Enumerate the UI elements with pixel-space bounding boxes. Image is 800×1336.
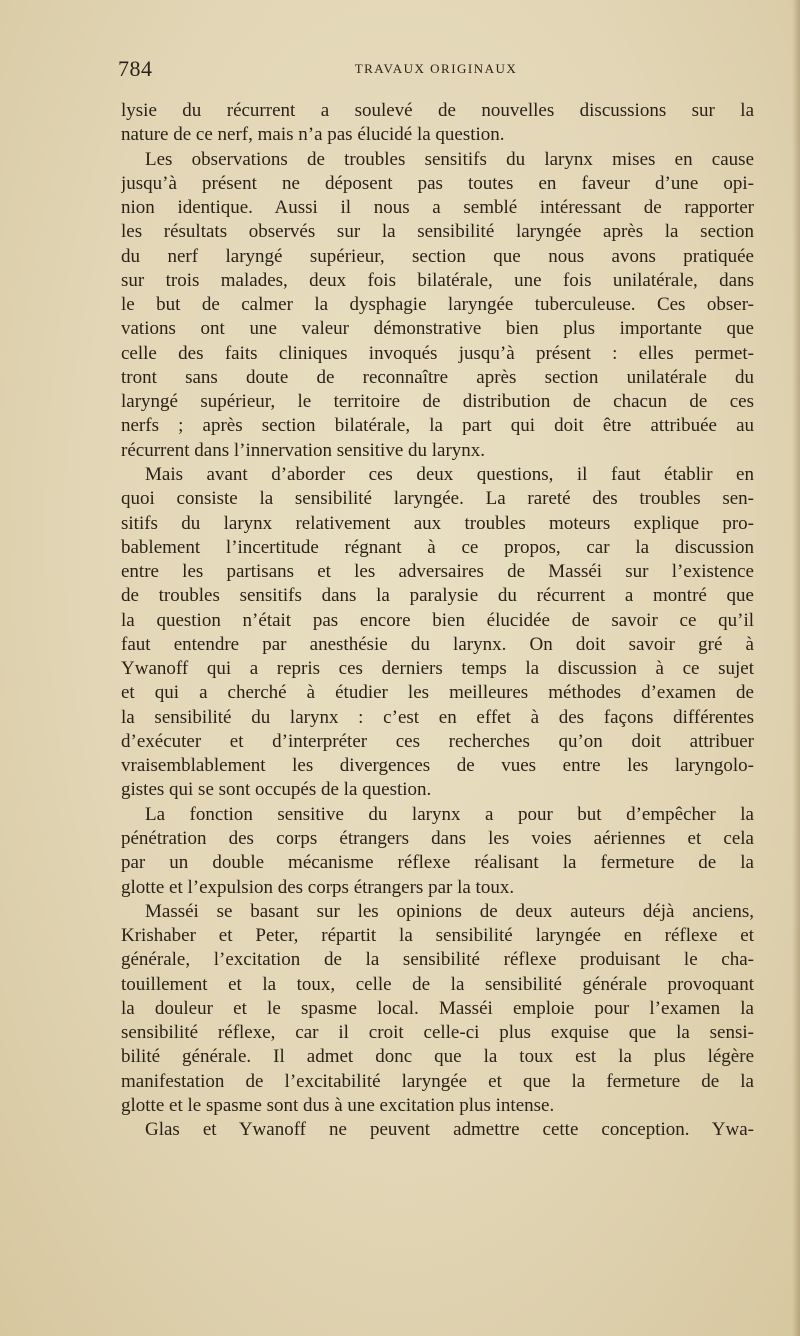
text-line: la question n’était pas encore bien élucidée de savoir ce qu’il [121,609,754,631]
page-header [118,56,754,86]
text-line: glotte et le spasme sont dus à une excitation plus intense. [121,1094,555,1116]
text-line: vraisemblablement les divergences de vues entre les laryngolo- [121,755,754,777]
text-line: la douleur et le spasme local. Masséi emploie pour l’examen la [121,997,754,1019]
text-line: manifestation de l’excitabilité laryngée et que la fermeture de la [121,1070,754,1092]
text-line: celle des faits cliniques invoqués jusqu’à présent : elles permet- [121,342,754,364]
text-line: Masséi se basant sur les opinions de deux auteurs déjà anciens, [145,900,754,922]
text-line: vations ont une valeur démonstrative bien plus importante que [121,318,754,340]
text-line: nion identique. Aussi il nous a semblé intéressant de rapporter [121,197,754,219]
text-line: du nerf laryngé supérieur, section que nous avons pratiquée [121,245,754,267]
text-line: gistes qui se sont occupés de la question. [121,779,432,801]
text-line: bilité générale. Il admet donc que la toux est la plus légère [121,1046,754,1068]
text-line: récurrent dans l’innervation sensitive du larynx. [121,439,486,461]
text-line: Mais avant d’aborder ces deux questions, il faut établir en [145,463,754,485]
text-line: touillement et la toux, celle de la sensibilité générale provoquant [121,973,754,995]
text-line: faut entendre par anesthésie du larynx. On doit savoir gré à [121,633,754,655]
text-line: la sensibilité du larynx : c’est en effet à des façons différentes [121,706,754,728]
text-line: nerfs ; après section bilatérale, la part qui doit être attribuée au [121,415,754,437]
text-line: laryngé supérieur, le territoire de distribution de chacun de ces [121,391,754,413]
body-text [121,99,754,1142]
text-line: entre les partisans et les adversaires de Masséi sur l’existence [121,561,754,583]
text-line: La fonction sensitive du larynx a pour but d’empêcher la [145,803,754,825]
running-head: TRAVAUX ORIGINAUX [354,61,518,76]
text-line: sur trois malades, deux fois bilatérale, une fois unilatérale, dans [121,269,754,291]
page-number: 784 [118,56,153,81]
text-line: sensibilité réflexe, car il croit celle-ci plus exquise que la sensi- [121,1022,754,1044]
text-line: par un double mécanisme réflexe réalisant la fermeture de la [121,852,754,874]
text-line: le but de calmer la dysphagie laryngée tuberculeuse. Ces obser- [121,294,754,316]
text-line: Krishaber et Peter, répartit la sensibilité laryngée en réflexe et [121,925,754,947]
text-line: tront sans doute de reconnaître après section unilatérale du [121,366,754,388]
text-line: sitifs du larynx relativement aux troubles moteurs explique pro- [121,512,754,534]
text-line: générale, l’excitation de la sensibilité réflexe produisant le cha- [121,949,754,971]
text-line: nature de ce nerf, mais n’a pas élucidé la question. [121,124,505,146]
text-line: d’exécuter et d’interpréter ces recherches qu’on doit attribuer [121,730,754,752]
text-line: et qui a cherché à étudier les meilleures méthodes d’examen de [121,682,754,704]
text-line: Ywanoff qui a repris ces derniers temps la discussion à ce sujet [121,658,754,680]
text-line: Glas et Ywanoff ne peuvent admettre cette conception. Ywa- [145,1119,754,1141]
text-line: jusqu’à présent ne déposent pas toutes en faveur d’une opi- [121,172,754,194]
page-edge-shadow [792,0,800,1336]
text-line: bablement l’incertitude régnant à ce propos, car la discussion [121,536,754,558]
text-line: lysie du récurrent a soulevé de nouvelles discussions sur la [121,100,754,121]
text-line: pénétration des corps étrangers dans les voies aériennes et cela [121,827,754,849]
text-line: glotte et l’expulsion des corps étrangers par la toux. [121,876,515,898]
text-line: de troubles sensitifs dans la paralysie du récurrent a montré que [121,585,754,607]
text-line: quoi consiste la sensibilité laryngée. La rareté des troubles sen- [121,488,754,510]
text-line: Les observations de troubles sensitifs du larynx mises en cause [145,148,754,170]
text-line: les résultats observés sur la sensibilité laryngée après la section [121,221,754,243]
